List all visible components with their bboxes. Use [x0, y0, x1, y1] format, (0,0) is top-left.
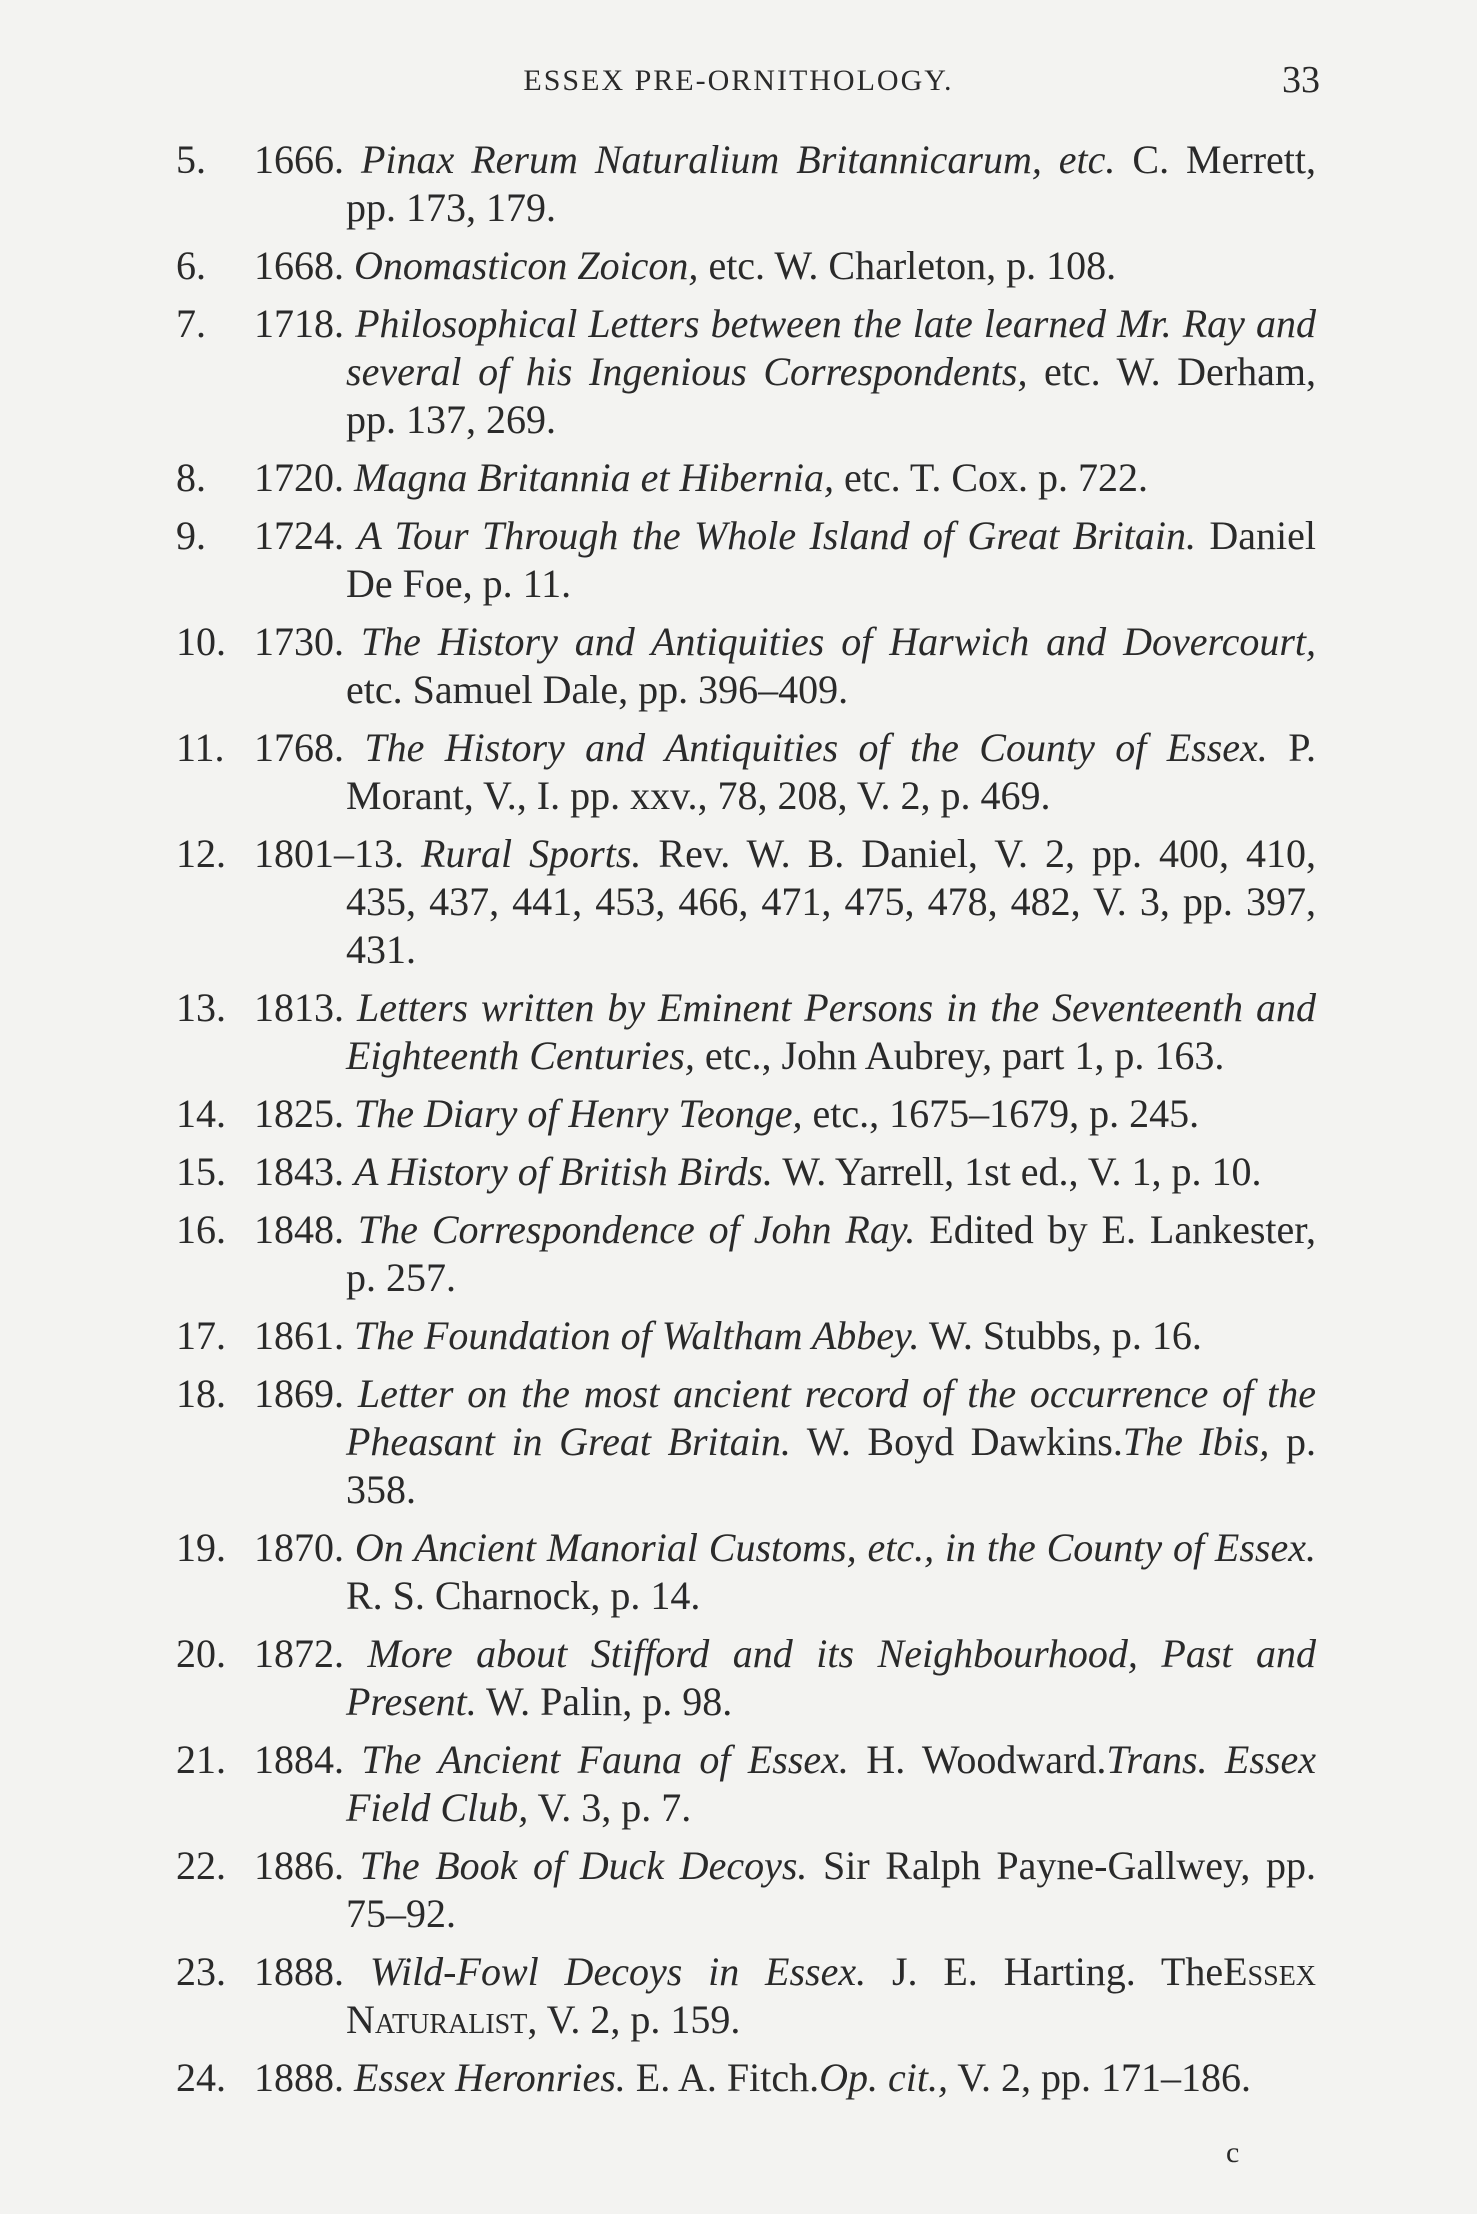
entry-year: 1718.	[254, 301, 344, 346]
entry-year: 1730.	[254, 619, 344, 664]
entry-text	[254, 136, 1316, 232]
entry-text	[254, 1736, 1316, 1832]
entry-number: 17.	[176, 1313, 226, 1358]
page-header	[0, 58, 1477, 108]
list-item	[0, 1370, 1477, 1514]
list-item	[0, 1206, 1477, 1302]
entry-details: Rev. W. B. Daniel, V. 2, pp. 400, 410, 435, 437, 441, 453, 466, 471, 475, 478, 482, V. 3, pp. 397, 431.	[346, 831, 1316, 972]
entry-number: 11.	[176, 725, 225, 770]
entry-text	[254, 830, 1316, 974]
entry-details: etc. T. Cox. p. 722.	[833, 455, 1149, 500]
entry-number: 7.	[176, 301, 206, 346]
entry-details: W. Yarrell, 1st ed., V. 1, p. 10.	[772, 1149, 1262, 1194]
entry-details-2: V. 2, p. 159.	[546, 1997, 741, 2042]
list-item	[0, 300, 1477, 444]
entry-number: 15.	[176, 1149, 226, 1194]
entry-title: The History and Antiquities of Harwich and Dovercourt,	[360, 619, 1316, 664]
entry-number: 21.	[176, 1737, 226, 1782]
entry-title: Rural Sports.	[421, 831, 642, 876]
entry-title: Letter on the most ancient record of the occurrence of the Pheasant in Great Britain.	[346, 1371, 1317, 1464]
entry-number: 6.	[176, 243, 206, 288]
entry-text	[254, 1312, 1316, 1360]
entry-number: 19.	[176, 1525, 226, 1570]
entry-text	[254, 1842, 1316, 1938]
list-item	[0, 136, 1477, 232]
entry-title: Essex Heronries.	[354, 2055, 626, 2100]
bibliography-list	[0, 136, 1477, 2112]
entry-details: Edited by E. Lankester, p. 257.	[346, 1207, 1316, 1300]
list-item	[0, 454, 1477, 502]
entry-title: Letters written by Eminent Persons in the Seventeenth and Eighteenth Centuries,	[346, 985, 1317, 1078]
entry-number: 5.	[176, 137, 206, 182]
entry-year: 1888.	[254, 2055, 344, 2100]
entry-year: 1861.	[254, 1313, 344, 1358]
entry-text	[254, 300, 1316, 444]
entry-number: 20.	[176, 1631, 226, 1676]
list-item	[0, 242, 1477, 290]
list-item	[0, 1736, 1477, 1832]
entry-details-2: V. 3, p. 7.	[537, 1785, 692, 1830]
entry-title: The History and Antiquities of the County of Essex.	[364, 725, 1268, 770]
entry-title: Wild-Fowl Decoys in Essex.	[369, 1949, 867, 1994]
entry-details: etc. W. Derham, pp. 137, 269.	[346, 349, 1316, 442]
entry-text	[254, 1090, 1316, 1138]
list-item	[0, 512, 1477, 608]
entry-year: 1666.	[254, 137, 344, 182]
entry-title: The Diary of Henry Teonge,	[354, 1091, 803, 1136]
entry-year: 1825.	[254, 1091, 344, 1136]
entry-title: Pinax Rerum Naturalium Britannicarum, etc.	[360, 137, 1116, 182]
entry-title: The Ancient Fauna of Essex.	[361, 1737, 849, 1782]
entry-details: P. Morant, V., I. pp. xxv., 78, 208, V. 2, p. 469.	[346, 725, 1317, 818]
entry-year: 1813.	[254, 985, 344, 1030]
list-item	[0, 1148, 1477, 1196]
page-number: 33	[1282, 59, 1320, 101]
entry-details: E. A. Fitch.	[625, 2055, 820, 2100]
entry-details: etc. W. Charleton, p. 108.	[698, 243, 1117, 288]
entry-number: 22.	[176, 1843, 226, 1888]
entry-title: Philosophical Letters between the late learned Mr. Ray and several of his Ingenious Correspondents,	[346, 301, 1316, 394]
entry-year: 1886.	[254, 1843, 344, 1888]
list-item	[0, 618, 1477, 714]
entry-year: 1768.	[254, 725, 344, 770]
list-item	[0, 1090, 1477, 1138]
list-item	[0, 984, 1477, 1080]
entry-year: 1720.	[254, 455, 344, 500]
entry-details: R. S. Charnock, p. 14.	[346, 1573, 701, 1618]
entry-number: 8.	[176, 455, 206, 500]
entry-text	[254, 512, 1317, 608]
entry-text	[254, 1524, 1317, 1620]
entry-details-2: V. 2, pp. 171–186.	[957, 2055, 1252, 2100]
entry-year: 1888.	[254, 1949, 344, 1994]
list-item	[0, 1842, 1477, 1938]
entry-year: 1801–13.	[254, 831, 404, 876]
list-item	[0, 830, 1477, 974]
entry-year: 1668.	[254, 243, 344, 288]
entry-details: J. E. Harting. The	[866, 1949, 1224, 1994]
entry-number: 23.	[176, 1949, 226, 1994]
entry-details: C. Merrett, pp. 173, 179.	[346, 137, 1316, 230]
entry-year: 1872.	[254, 1631, 344, 1676]
entry-number: 10.	[176, 619, 226, 664]
entry-year: 1848.	[254, 1207, 344, 1252]
entry-text	[254, 242, 1316, 290]
entry-details: H. Woodward.	[848, 1737, 1107, 1782]
entry-title: A Tour Through the Whole Island of Great Britain.	[357, 513, 1196, 558]
entry-text	[254, 1630, 1317, 1726]
entry-details: etc. Samuel Dale, pp. 396–409.	[346, 667, 849, 712]
list-item	[0, 2054, 1477, 2102]
entry-details: W. Boyd Dawkins.	[790, 1419, 1123, 1464]
list-item	[0, 1630, 1477, 1726]
entry-text	[254, 1370, 1317, 1514]
list-item	[0, 1312, 1477, 1360]
entry-number: 14.	[176, 1091, 226, 1136]
entry-text	[254, 2054, 1316, 2102]
entry-text	[254, 1206, 1316, 1302]
entry-text	[254, 1948, 1317, 2044]
entry-journal: Essex Naturalist,	[346, 1949, 1317, 2042]
entry-details: W. Palin, p. 98.	[476, 1679, 733, 1724]
entry-title: The Foundation of Waltham Abbey.	[354, 1313, 920, 1358]
entry-title: More about Stifford and its Neighbourhood, Past and Present.	[346, 1631, 1317, 1724]
entry-title: Magna Britannia et Hibernia,	[354, 455, 834, 500]
entry-title: The Correspondence of John Ray.	[357, 1207, 916, 1252]
entry-details: Sir Ralph Payne-Gallwey, pp. 75–92.	[346, 1843, 1316, 1936]
entry-year: 1724.	[254, 513, 344, 558]
entry-details-2: p. 358.	[346, 1419, 1317, 1512]
entry-details: etc., John Aubrey, part 1, p. 163.	[694, 1033, 1225, 1078]
entry-text	[254, 724, 1317, 820]
entry-text	[254, 454, 1316, 502]
entry-details: etc., 1675–1679, p. 245.	[802, 1091, 1200, 1136]
entry-details: Daniel De Foe, p. 11.	[346, 513, 1317, 606]
entry-number: 16.	[176, 1207, 226, 1252]
entry-title: A History of British Birds.	[354, 1149, 773, 1194]
entry-text	[254, 984, 1317, 1080]
entry-number: 12.	[176, 831, 226, 876]
list-item	[0, 724, 1477, 820]
list-item	[0, 1524, 1477, 1620]
list-item	[0, 1948, 1477, 2044]
entry-details: W. Stubbs, p. 16.	[919, 1313, 1202, 1358]
running-title: ESSEX PRE-ORNITHOLOGY.	[523, 64, 954, 97]
entry-year: 1843.	[254, 1149, 344, 1194]
entry-number: 9.	[176, 513, 206, 558]
entry-number: 18.	[176, 1371, 226, 1416]
entry-title: The Book of Duck Decoys.	[359, 1843, 808, 1888]
entry-year: 1870.	[254, 1525, 344, 1570]
entry-number: 24.	[176, 2055, 226, 2100]
entry-title: Onomasticon Zoicon,	[354, 243, 699, 288]
entry-source: Op. cit.,	[819, 2055, 949, 2100]
entry-title: On Ancient Manorial Customs, etc., in the County of Essex.	[354, 1525, 1317, 1570]
entry-text	[254, 618, 1316, 714]
entry-year: 1869.	[254, 1371, 344, 1416]
entry-year: 1884.	[254, 1737, 344, 1782]
entry-source: The Ibis,	[1122, 1419, 1270, 1464]
signature-mark: c	[1226, 2136, 1240, 2169]
entry-text	[254, 1148, 1316, 1196]
entry-source: Trans. Essex Field Club,	[346, 1737, 1316, 1830]
entry-number: 13.	[176, 985, 226, 1030]
